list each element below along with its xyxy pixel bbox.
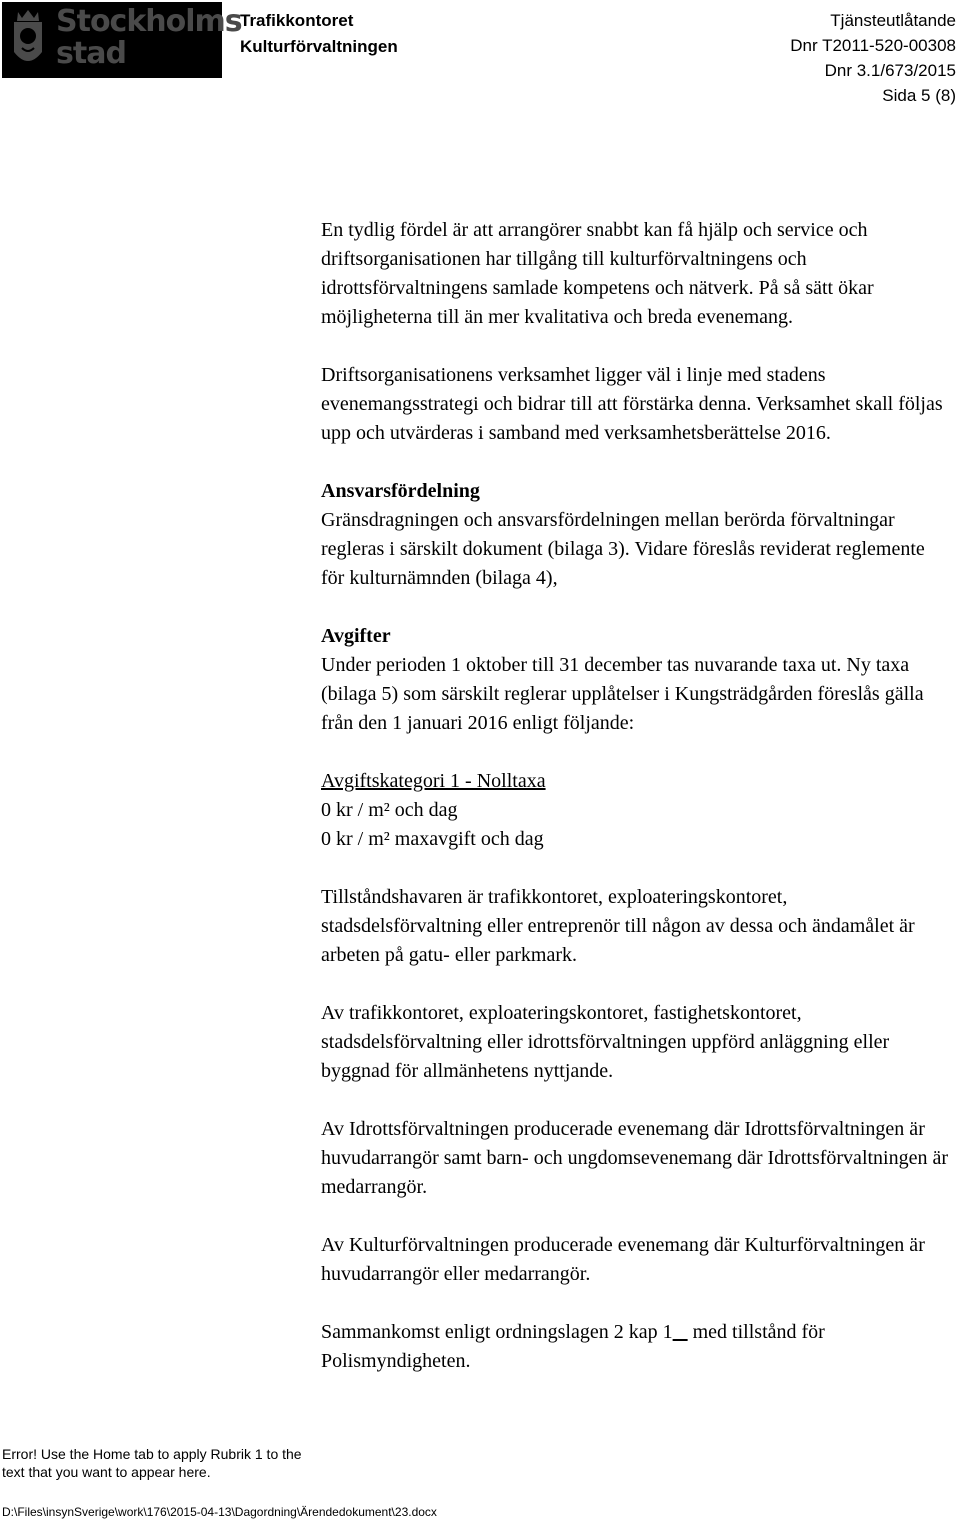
avgiftskategori-line-2: 0 kr / m² maxavgift och dag	[321, 828, 544, 850]
header-departments	[240, 8, 398, 60]
document-body	[321, 216, 951, 1376]
footer-file-path: D:\Files\insynSverige\work\176\2015-04-13\Dagordning\Ärendedokument\23.docx	[2, 1505, 437, 1519]
paragraph-kulturforvaltningen: Av Kulturförvaltningen producerade evenemang där Kulturförvaltningen är huvudarrangör eller medarrangör.	[321, 1234, 925, 1285]
logo-text-line2: stad	[56, 36, 126, 71]
diary-number-1: Dnr T2011-520-00308	[790, 36, 956, 55]
avgiftskategori-title: Avgiftskategori 1 - Nolltaxa	[321, 770, 546, 792]
paragraph-anlaggning: Av trafikkontoret, exploateringskontoret, fastighetskontoret, stadsdelsförvaltning eller idrottsförvaltningen uppförd anläggning eller byggnad för allmänhetens nyttjande.	[321, 1002, 890, 1082]
header-department-2: Kulturförvaltningen	[240, 37, 398, 56]
paragraph-ansvarsfordelning: Gränsdragningen och ansvarsfördelningen mellan berörda förvaltningar regleras i särskilt dokument (bilaga 3). Vidare föreslås reviderat reglemente för kulturnämnden (bilaga 4),	[321, 509, 925, 589]
header-department-1: Trafikkontoret	[240, 11, 354, 30]
document-type: Tjänsteutlåtande	[830, 11, 956, 30]
page-number: Sida 5 (8)	[882, 86, 956, 105]
footer-error-note: Error! Use the Home tab to apply Rubrik 1 to the text that you want to appear here.	[2, 1446, 302, 1480]
paragraph-avgifter: Under perioden 1 oktober till 31 december tas nuvarande taxa ut. Ny taxa (bilaga 5) som särskilt reglerar upplåtelser i Kungsträdgården föreslås gälla från den 1 januari 2016 enligt följande:	[321, 654, 924, 734]
logo-text-line1: Stockholms	[56, 4, 242, 39]
header-document-info	[790, 8, 956, 108]
heading-ansvarsfordelning: Ansvarsfördelning	[321, 480, 480, 502]
logo-wordmark	[56, 6, 242, 70]
section-sign-underline	[673, 1321, 688, 1343]
heading-avgifter: Avgifter	[321, 625, 391, 647]
crest-icon	[10, 8, 46, 72]
avgiftskategori-line-1: 0 kr / m² och dag	[321, 799, 458, 821]
paragraph-driftsorganisation: Driftsorganisationens verksamhet ligger väl i linje med stadens evenemangsstrategi och bidrar till att förstärka denna. Verksamhet skall följas upp och utvärderas i samband med verksamhetsberättelse 2016.	[321, 364, 943, 444]
paragraph-tillstandshavare: Tillståndshavaren är trafikkontoret, exploateringskontoret, stadsdelsförvaltning eller entreprenör till någon av dessa och ändamålet är arbeten på gatu- eller parkmark.	[321, 886, 915, 966]
diary-number-2: Dnr 3.1/673/2015	[824, 61, 956, 80]
paragraph-fordel: En tydlig fördel är att arrangörer snabbt kan få hjälp och service och driftsorganisationen har tillgång till kulturförvaltningens och idrottsförvaltningens samlade kompetens och nätverk. På så sätt ökar möjligheterna till än mer kvalitativa och breda evenemang.	[321, 219, 874, 328]
paragraph-sammankomst	[321, 1318, 951, 1376]
sammankomst-text-2: med tillstånd för Polismyndigheten.	[321, 1321, 825, 1372]
stockholms-stad-logo	[2, 2, 242, 78]
paragraph-idrottsforvaltningen: Av Idrottsförvaltningen producerade evenemang där Idrottsförvaltningen är huvudarrangör samt barn- och ungdomsevenemang där Idrottsförvaltningen är medarrangör.	[321, 1118, 949, 1198]
sammankomst-text-1: Sammankomst enligt ordningslagen 2 kap 1	[321, 1321, 673, 1343]
